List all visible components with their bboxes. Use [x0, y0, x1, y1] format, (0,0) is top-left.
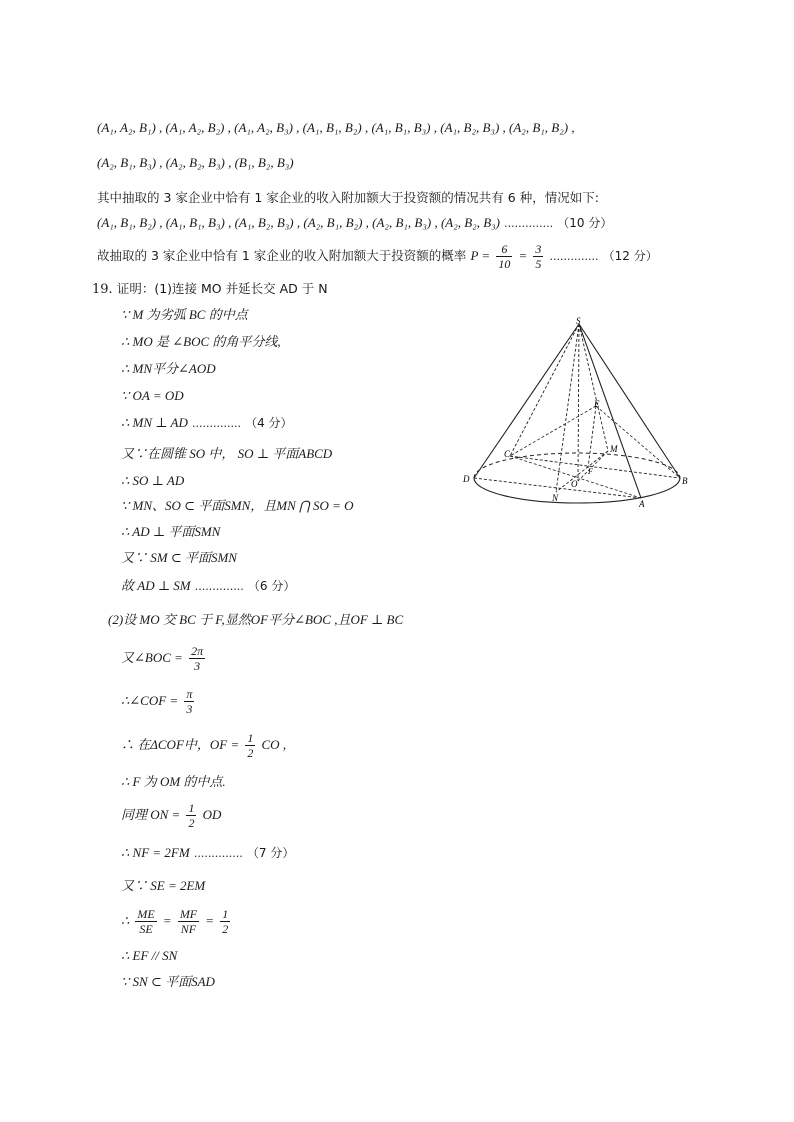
score-7: （7 分） [246, 846, 295, 860]
dots: .............. [194, 580, 244, 593]
fraction-numerator: 6 [496, 242, 512, 257]
fraction-numerator: π [186, 687, 193, 701]
dots: .............. [191, 417, 241, 430]
proof-line: 又∵ SM ⊂ 平面SMN [121, 550, 237, 565]
proof-line: 又∵在圆锥 SO 中， SO ⊥ 平面ABCD [121, 446, 333, 461]
proof-line-scored [121, 414, 293, 433]
label-c: C [504, 449, 511, 459]
probability-fraction-2 [533, 242, 543, 271]
problem-19-intro: 证明：(1)连接 MO 并延长交 AD 于 N [116, 281, 328, 296]
proof-line: ∵ M 为劣弧 BC 的中点 [121, 307, 248, 322]
equals-sign: = [518, 248, 528, 263]
angle-cof-fraction [184, 687, 194, 716]
edge-sn [556, 324, 579, 492]
fraction-numerator: ME [137, 907, 155, 921]
of-line [121, 731, 286, 760]
part-2-intro: (2)设 MO 交 BC 于 F,显然OF平分∠BOC ,且OF ⊥ BC [108, 612, 404, 627]
exact-case-list: (A₁, B₁, B₂) , (A₁, B₁, B₃) , (A₁, B₂, B₃) , (A₂, B₁, B₂) , (A₂, B₁, B₃) , (A₂, B₂, B₃) [97, 215, 500, 230]
fraction-denominator: 3 [194, 659, 201, 673]
score-6: （6 分） [247, 579, 296, 593]
label-n: N [552, 493, 559, 503]
label-d: D [463, 474, 470, 484]
segment-mn [556, 451, 608, 492]
angle-cof-line [121, 687, 196, 716]
cone-figure [458, 316, 698, 516]
height-so [578, 324, 579, 481]
label-m: M [610, 444, 618, 454]
fraction-numerator: 2π [191, 644, 204, 658]
dots: .............. [193, 847, 243, 860]
ef-parallel-line: ∴ EF // SN [121, 948, 178, 963]
score-4: （4 分） [245, 416, 293, 430]
sn-subset-line: ∵ SN ⊂ 平面SAD [121, 974, 215, 989]
proof-line: 故 AD ⊥ SM [121, 578, 191, 593]
angle-boc-label: 又∠BOC = [121, 650, 183, 665]
fraction-numerator: 1 [247, 731, 254, 745]
proof-line: ∵ OA = OD [121, 388, 184, 403]
proof-line: ∴ AD ⊥ 平面SMN [121, 524, 221, 539]
fraction-denominator: 10 [498, 257, 511, 271]
proof-line-scored [121, 577, 295, 596]
segment-mo [578, 451, 608, 481]
of-label: ∴ 在ΔCOF中，OF = [121, 737, 240, 752]
fraction-denominator: 3 [186, 702, 193, 716]
angle-cof-label: ∴∠COF = [121, 693, 179, 708]
on-fraction [186, 801, 196, 830]
score-12: （12 分） [602, 249, 658, 263]
fraction-denominator: 2 [188, 816, 195, 830]
se-line: 又∵ SE = 2EM [121, 878, 206, 893]
fraction-numerator: 3 [535, 242, 542, 256]
equals-sign: = [205, 913, 215, 928]
label-f: F [588, 467, 593, 476]
exact-case-list-line [97, 214, 612, 233]
fraction-denominator: 2 [247, 746, 254, 760]
problem-19-intro-line [92, 280, 328, 299]
fraction-numerator: 1 [188, 801, 195, 815]
on-label: 同理 ON = [121, 807, 181, 822]
probability-symbol: P = [470, 248, 491, 263]
problem-number: 19. [92, 282, 113, 297]
fraction-denominator: 5 [535, 257, 542, 271]
segment-ef [588, 406, 596, 468]
proof-line: ∵ MN、SO ⊂ 平面SMN，且MN ⋂ SO = O [121, 498, 354, 513]
combos-line-2: (A₂, B₁, B₃) , (A₂, B₂, B₃) , (B₁, B₂, B₃) [97, 155, 294, 170]
nf-line: ∴ NF = 2FM [121, 845, 190, 860]
proof-line: ∴ MO 是 ∠BOC 的角平分线, [121, 334, 281, 349]
fraction-numerator: MF [179, 907, 198, 921]
label-b: B [682, 476, 688, 486]
proof-line: ∴ SO ⊥ AD [121, 473, 185, 488]
score-10: （10 分） [557, 216, 613, 230]
segment-eb [596, 406, 680, 478]
ratio-fraction-half [220, 907, 230, 936]
edge-sm [579, 324, 608, 451]
angle-boc-line [121, 644, 207, 673]
label-s: S [576, 316, 581, 326]
edge-sd [474, 324, 579, 478]
of-fraction [245, 731, 255, 760]
midpoint-line: ∴ F 为 OM 的中点. [121, 774, 226, 789]
exact-dots: .............. [504, 217, 554, 230]
ratio-fraction-me-se [135, 907, 156, 936]
on-line [121, 801, 221, 830]
exact-case-text: 其中抽取的 3 家企业中恰有 1 家企业的收入附加额大于投资额的情况共有 6 种，情况如下: [97, 190, 599, 205]
proof-line: ∴ MN ⊥ AD [121, 415, 188, 430]
equals-sign: = [162, 913, 172, 928]
fraction-denominator: SE [139, 922, 153, 936]
of-suffix: CO , [261, 737, 287, 752]
ratio-line [121, 907, 232, 936]
probability-text: 故抽取的 3 家企业中恰有 1 家企业的收入附加额大于投资额的概率 [97, 248, 467, 263]
proof-line: ∴ MN平分∠AOD [121, 361, 216, 376]
probability-line [97, 242, 658, 271]
fraction-denominator: 2 [222, 922, 229, 936]
ratio-fraction-mf-nf [178, 907, 199, 936]
nf-line-scored [121, 844, 294, 863]
label-a: A [639, 499, 645, 509]
label-o: O [571, 479, 578, 489]
probability-fraction-1 [496, 242, 512, 271]
label-e: E [594, 399, 600, 409]
angle-boc-fraction [189, 644, 205, 673]
fraction-numerator: 1 [222, 907, 229, 921]
therefore-symbol: ∴ [121, 913, 130, 928]
probability-dots: .............. [549, 250, 599, 263]
combos-line-1: (A₁, A₂, B₁) , (A₁, A₂, B₂) , (A₁, A₂, B₃) , (A₁, B₁, B₂) , (A₁, B₁, B₃) , (A₁, B₂, B₃) , (A₂, B₁, B₂) , [97, 120, 575, 135]
on-suffix: OD [202, 807, 222, 822]
fraction-denominator: NF [180, 922, 197, 936]
edge-sc [510, 324, 579, 456]
segment-cb [510, 456, 680, 478]
